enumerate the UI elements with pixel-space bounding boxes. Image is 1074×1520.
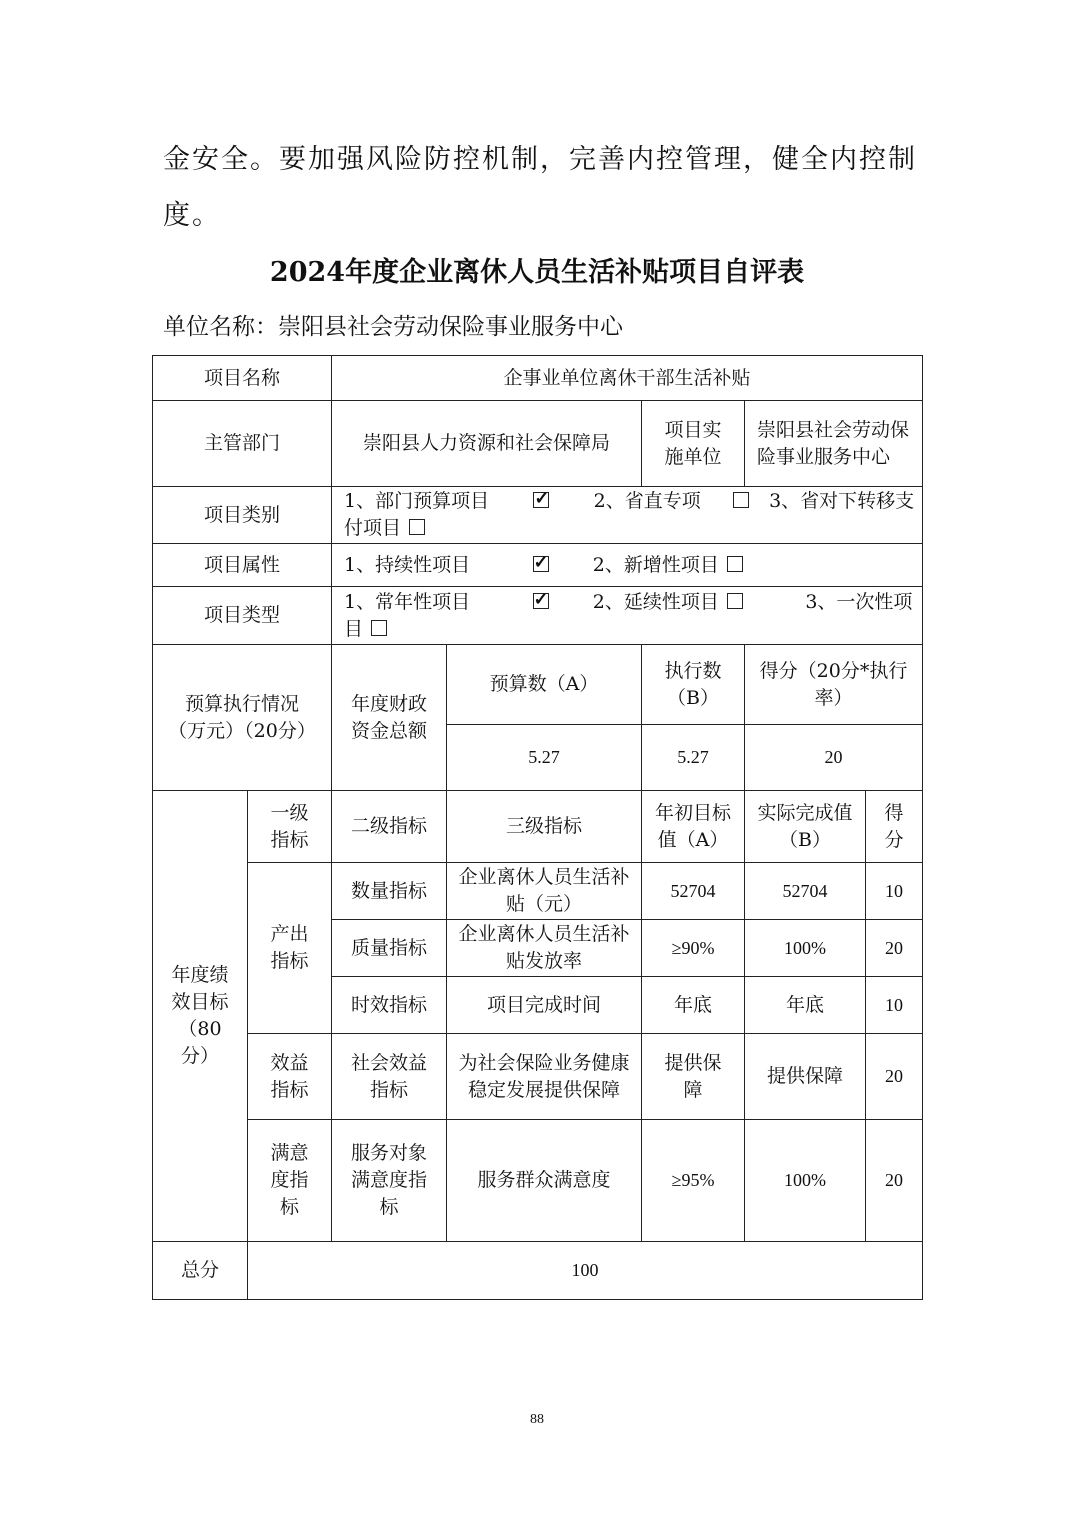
- budget-a-value: 5.27: [447, 725, 642, 791]
- checkbox-empty-icon: [371, 620, 387, 636]
- checkbox-empty-icon: [727, 593, 743, 609]
- total-label: 总分: [153, 1242, 248, 1300]
- level3-cell: 企业离休人员生活补贴发放率: [447, 920, 642, 977]
- page-title: 2024年度企业离休人员生活补贴项目自评表: [269, 257, 805, 288]
- type-options: [332, 587, 923, 645]
- actual-cell: 52704: [745, 863, 866, 920]
- target-cell: 年底: [642, 977, 745, 1034]
- self-evaluation-table: [152, 355, 923, 791]
- budget-exec-label: 预算执行情况（万元）（20分）: [153, 645, 332, 791]
- actual-cell: 100%: [745, 1120, 866, 1242]
- target-cell: 52704: [642, 863, 745, 920]
- checkbox-checked-icon: [533, 593, 549, 609]
- header-target: 年初目标值（A）: [642, 791, 745, 863]
- attr-option-1: 1、持续性项目: [344, 553, 471, 576]
- type-option-1: 1、常年性项目: [344, 590, 471, 613]
- header-actual: 实际完成值（B）: [745, 791, 866, 863]
- score-cell: 10: [866, 863, 923, 920]
- attr-options: [332, 544, 923, 587]
- score-cell: 20: [866, 1034, 923, 1120]
- level3-cell: 项目完成时间: [447, 977, 642, 1034]
- output-indicator-label: 产出指标: [248, 863, 332, 1034]
- level2-cell: 服务对象满意度指标: [332, 1120, 447, 1242]
- checkbox-empty-icon: [727, 556, 743, 572]
- header-level2: 二级指标: [332, 791, 447, 863]
- page-number: 88: [530, 1412, 544, 1427]
- category-option-2: 2、省直专项: [593, 490, 701, 512]
- body-paragraph: 金安全。要加强风险防控机制，完善内控管理，健全内控制度。: [163, 144, 917, 231]
- perf-target-label: 年度绩效目标（80分）: [153, 791, 248, 1242]
- header-level1: 一级指标: [248, 791, 332, 863]
- score-formula-label: 得分（20分*执行率）: [745, 645, 923, 725]
- target-cell: ≥90%: [642, 920, 745, 977]
- checkbox-checked-icon: [533, 556, 549, 572]
- budget-a-label: 预算数（A）: [447, 645, 642, 725]
- impl-unit-value: 崇阳县社会劳动保险事业服务中心: [745, 401, 923, 487]
- score-value: 20: [745, 725, 923, 791]
- checkbox-empty-icon: [409, 519, 425, 535]
- attr-label: 项目属性: [153, 544, 332, 587]
- target-cell: ≥95%: [642, 1120, 745, 1242]
- fund-total-label: 年度财政资金总额: [332, 645, 447, 791]
- target-cell: 提供保障: [642, 1034, 745, 1120]
- type-label: 项目类型: [153, 587, 332, 645]
- exec-b-value: 5.27: [642, 725, 745, 791]
- header-level3: 三级指标: [447, 791, 642, 863]
- level3-cell: 服务群众满意度: [447, 1120, 642, 1242]
- attr-option-2: 2、新增性项目: [592, 553, 719, 576]
- type-option-2: 2、延续性项目: [592, 590, 719, 613]
- score-cell: 20: [866, 920, 923, 977]
- unit-name-line: 单位名称：崇阳县社会劳动保险事业服务中心: [163, 314, 623, 340]
- impl-unit-label: 项目实施单位: [642, 401, 745, 487]
- dept-label: 主管部门: [153, 401, 332, 487]
- actual-cell: 年底: [745, 977, 866, 1034]
- total-value: 100: [248, 1242, 923, 1300]
- level3-cell: 企业离休人员生活补贴（元）: [447, 863, 642, 920]
- project-name-label: 项目名称: [153, 356, 332, 401]
- header-score: 得分: [866, 791, 923, 863]
- level2-cell: 时效指标: [332, 977, 447, 1034]
- category-option-3: 3、省对下转移支付项目: [344, 490, 915, 539]
- actual-cell: 提供保障: [745, 1034, 866, 1120]
- satisfaction-indicator-label: 满意度指标: [248, 1120, 332, 1242]
- category-option-1: 1、部门预算项目: [344, 490, 490, 512]
- benefit-indicator-label: 效益指标: [248, 1034, 332, 1120]
- exec-b-label: 执行数（B）: [642, 645, 745, 725]
- level3-cell: 为社会保险业务健康稳定发展提供保障: [447, 1034, 642, 1120]
- level2-cell: 社会效益指标: [332, 1034, 447, 1120]
- checkbox-empty-icon: [733, 492, 749, 508]
- level2-cell: 数量指标: [332, 863, 447, 920]
- category-options: [332, 487, 923, 544]
- score-cell: 20: [866, 1120, 923, 1242]
- type-option-3: 3、一次性项目: [344, 590, 913, 640]
- dept-value: 崇阳县人力资源和社会保障局: [332, 401, 642, 487]
- actual-cell: 100%: [745, 920, 866, 977]
- project-name-value: 企事业单位离休干部生活补贴: [332, 356, 923, 401]
- category-label: 项目类别: [153, 487, 332, 544]
- score-cell: 10: [866, 977, 923, 1034]
- performance-table: [152, 790, 923, 1300]
- checkbox-checked-icon: [533, 492, 549, 508]
- level2-cell: 质量指标: [332, 920, 447, 977]
